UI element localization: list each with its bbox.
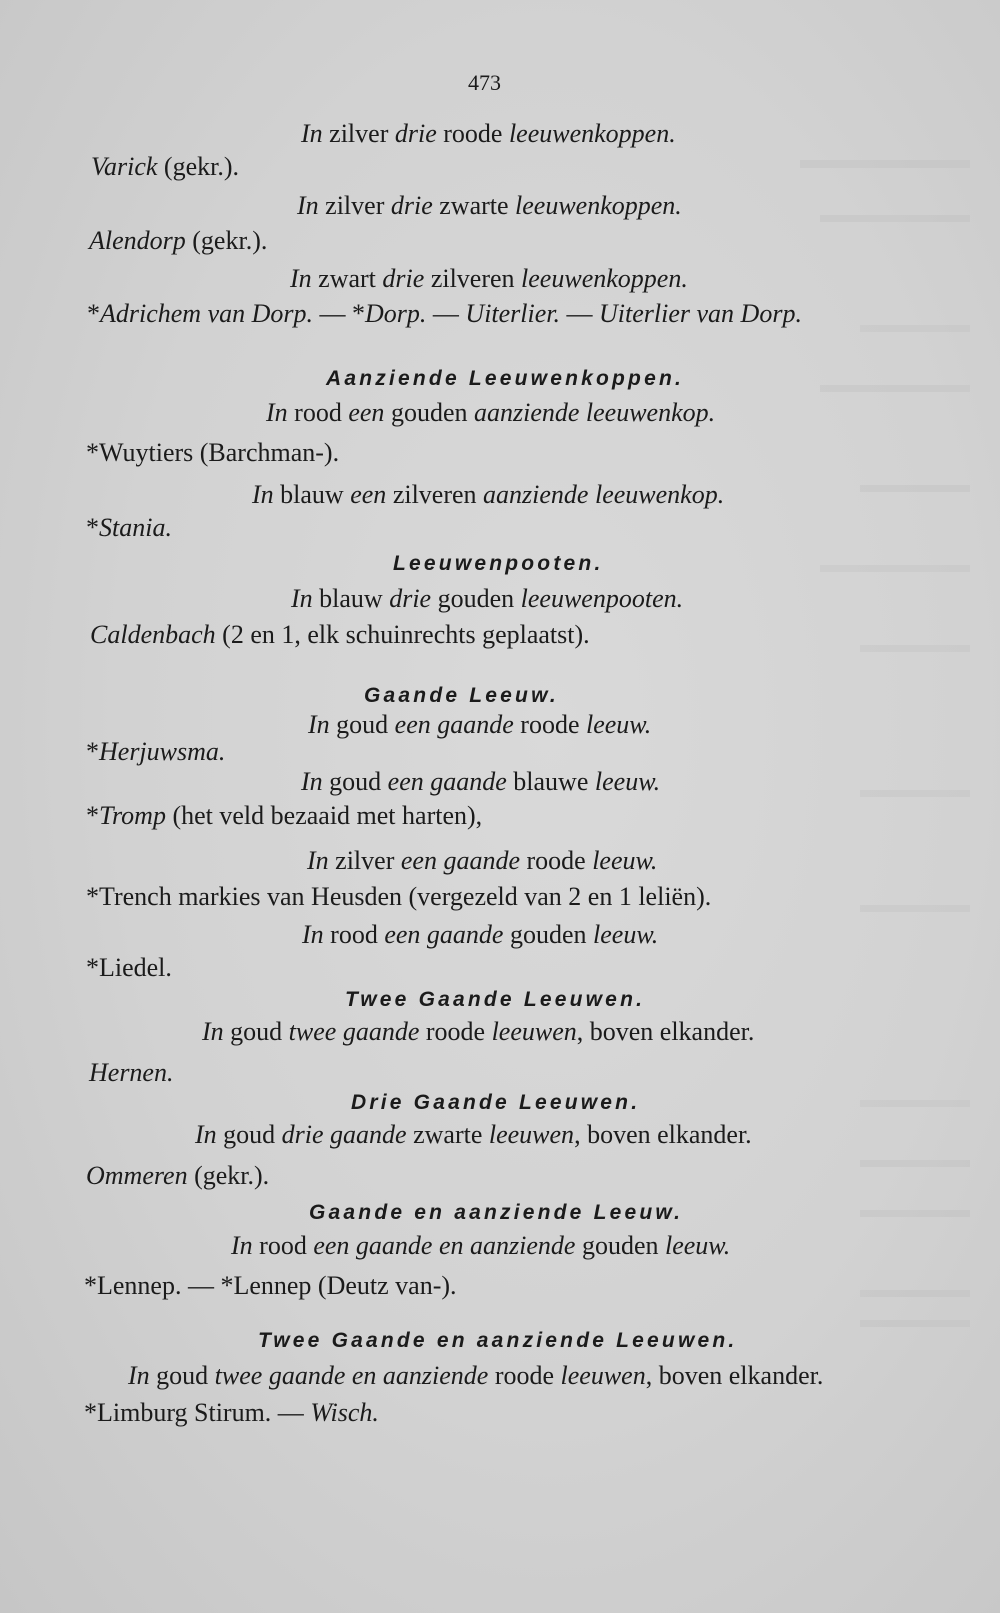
blazon-line	[307, 846, 657, 876]
italic-run: Caldenbach	[90, 620, 216, 649]
blazon-line	[202, 1017, 754, 1047]
italic-run: leeuwenpooten.	[520, 584, 684, 613]
blazon-line	[302, 920, 658, 950]
italic-run: leeuwen	[560, 1361, 646, 1390]
text-run: roode	[519, 846, 593, 875]
italic-run: een gaande	[400, 846, 520, 875]
family-line	[89, 1058, 173, 1088]
text-run: zilver	[322, 119, 395, 148]
text-run: gouden	[575, 1231, 665, 1260]
text-run: blauwe	[506, 767, 595, 796]
text-run: gouden	[384, 398, 474, 427]
text-run: goud	[223, 1017, 289, 1046]
text-run: zwart	[311, 264, 383, 293]
family-line	[91, 152, 239, 182]
text-run: goud	[149, 1361, 215, 1390]
text-run: gouden	[431, 584, 521, 613]
text-run: *Limburg Stirum. —	[84, 1398, 311, 1427]
text-run: zilver	[318, 191, 391, 220]
text-run: (gekr.).	[185, 226, 268, 255]
italic-run: een	[348, 398, 385, 427]
blazon-line	[266, 398, 715, 428]
italic-run: In	[308, 710, 330, 739]
text-run: zwarte	[432, 191, 516, 220]
italic-run: twee gaande	[288, 1017, 420, 1046]
blazon-line	[291, 584, 683, 614]
text-run: zilveren	[424, 264, 522, 293]
italic-run: een gaande	[387, 767, 507, 796]
italic-run: een gaande	[384, 920, 504, 949]
italic-run: leeuwen	[488, 1120, 575, 1149]
text-run: *Liedel.	[86, 953, 172, 982]
italic-run: leeuw.	[586, 710, 652, 739]
text-run: zilver	[328, 846, 401, 875]
italic-run: leeuwenkoppen.	[508, 119, 676, 148]
text-run: *Trench markies van Heusden (vergezeld van 2 en 1 leliën).	[86, 882, 712, 911]
family-line	[86, 801, 482, 831]
text-run: goud	[329, 710, 395, 739]
blazon-line	[231, 1231, 730, 1261]
italic-run: Uiterlier van Dorp.	[599, 299, 802, 328]
italic-run: leeuw.	[594, 767, 661, 796]
text-run: *Wuytiers (Barchman-).	[86, 438, 340, 467]
italic-run: Varick	[91, 152, 158, 181]
text-run: roode	[436, 119, 509, 148]
family-line	[86, 1161, 269, 1191]
section-heading: Gaande en aanziende Leeuw.	[309, 1201, 684, 1224]
italic-run: In	[252, 480, 274, 509]
italic-run: Dorp.	[365, 299, 427, 328]
text-run: , boven elkander.	[574, 1120, 752, 1149]
blazon-line	[301, 119, 676, 149]
italic-run: Adrichem van Dorp.	[100, 299, 314, 328]
text-run: rood	[323, 920, 385, 949]
text-run: (het veld bezaaid met harten),	[165, 801, 483, 830]
family-line	[84, 1271, 457, 1301]
italic-run: drie	[390, 191, 433, 220]
text-run: zwarte	[406, 1120, 489, 1149]
italic-run: In	[128, 1361, 150, 1390]
italic-run: In	[301, 767, 323, 796]
blazon-line	[297, 191, 682, 221]
text-run: (2 en 1, elk schuinrechts geplaatst).	[215, 620, 590, 649]
text-run: rood	[252, 1231, 314, 1260]
italic-run: In	[231, 1231, 253, 1260]
text-run: — *	[313, 299, 366, 328]
italic-run: In	[302, 920, 324, 949]
text-run: goud	[216, 1120, 282, 1149]
italic-run: leeuwenkoppen.	[515, 191, 682, 220]
italic-run: Uiterlier.	[465, 299, 561, 328]
text-run: roode	[419, 1017, 492, 1046]
italic-run: een gaande en aanziende	[313, 1231, 576, 1260]
italic-run: aanziende leeuwenkop.	[473, 398, 716, 427]
text-run: *	[86, 513, 99, 542]
blazon-line	[195, 1120, 752, 1150]
text-run: *	[86, 801, 99, 830]
section-heading: Gaande Leeuw.	[364, 684, 559, 707]
italic-run: drie gaande	[281, 1120, 407, 1149]
italic-run: In	[202, 1017, 224, 1046]
italic-run: een gaande	[394, 710, 514, 739]
family-line	[90, 620, 590, 650]
text-run: *Lennep. — *Lennep (Deutz van-).	[84, 1271, 457, 1300]
text-run: , boven elkander.	[645, 1361, 824, 1390]
italic-run: In	[297, 191, 319, 220]
text-run: blauw	[312, 584, 390, 613]
italic-run: drie	[394, 119, 437, 148]
family-line	[86, 882, 711, 912]
italic-run: In	[301, 119, 323, 148]
blazon-line	[301, 767, 660, 797]
section-heading: Aanziende Leeuwenkoppen.	[326, 367, 685, 390]
family-line	[86, 953, 172, 983]
italic-run: leeuw.	[593, 920, 659, 949]
family-line	[86, 513, 172, 543]
text-run: goud	[322, 767, 388, 796]
section-heading: Twee Gaande Leeuwen.	[345, 988, 646, 1011]
italic-run: Alendorp	[89, 226, 186, 255]
italic-run: In	[266, 398, 288, 427]
text-run: , boven elkander.	[576, 1017, 755, 1046]
section-heading: Twee Gaande en aanziende Leeuwen.	[258, 1329, 738, 1352]
text-run: —	[426, 299, 466, 328]
italic-run: drie	[389, 584, 432, 613]
text-run: *	[86, 737, 99, 766]
italic-run: leeuwenkoppen.	[521, 264, 688, 293]
text-run: —	[560, 299, 600, 328]
text-run: roode	[513, 710, 586, 739]
text-run: roode	[488, 1361, 561, 1390]
italic-run: In	[291, 584, 313, 613]
page-number: 473	[468, 70, 501, 95]
italic-run: Wisch.	[310, 1398, 379, 1427]
italic-run: In	[307, 846, 329, 875]
text-run: zilveren	[386, 480, 484, 509]
text-run: *	[87, 299, 100, 328]
family-line	[86, 737, 225, 767]
italic-run: drie	[382, 264, 425, 293]
italic-run: Tromp	[99, 801, 166, 830]
family-line	[89, 226, 267, 256]
italic-run: Stania.	[99, 513, 172, 542]
text-run: blauw	[273, 480, 351, 509]
italic-run: twee gaande en aanziende	[214, 1361, 489, 1390]
italic-run: In	[195, 1120, 217, 1149]
italic-run: een	[350, 480, 387, 509]
text-run: (gekr.).	[187, 1161, 270, 1190]
italic-run: In	[290, 264, 312, 293]
text-run: rood	[287, 398, 349, 427]
italic-run: aanziende leeuwenkop.	[483, 480, 725, 509]
italic-run: leeuwen	[491, 1017, 577, 1046]
blazon-line	[128, 1361, 823, 1391]
family-line	[86, 438, 339, 468]
text-run: gouden	[503, 920, 594, 949]
italic-run: Ommeren	[86, 1161, 188, 1190]
blazon-line	[308, 710, 651, 740]
section-heading: Leeuwenpooten.	[393, 552, 604, 575]
italic-run: leeuw.	[664, 1231, 731, 1260]
italic-run: Hernen.	[89, 1058, 174, 1087]
text-run: (gekr.).	[157, 152, 240, 181]
family-line	[84, 1398, 379, 1428]
section-heading: Drie Gaande Leeuwen.	[351, 1091, 641, 1114]
italic-run: leeuw.	[592, 846, 658, 875]
italic-run: Herjuwsma.	[99, 737, 226, 766]
family-line	[87, 299, 802, 329]
blazon-line	[290, 264, 688, 294]
blazon-line	[252, 480, 724, 510]
